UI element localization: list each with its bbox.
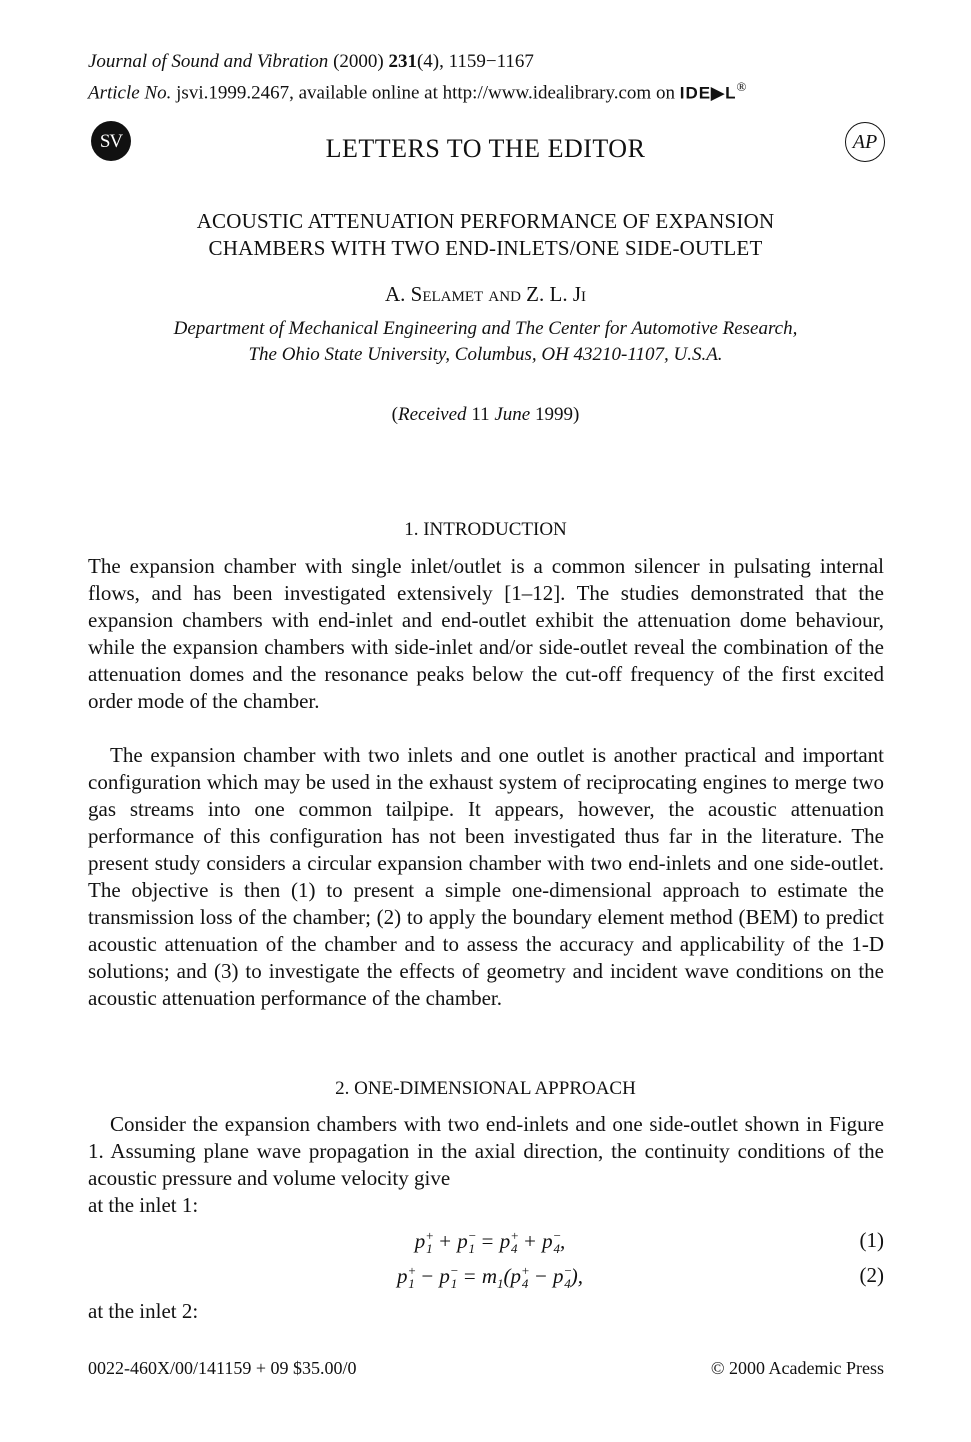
intro-paragraph-1-text: The expansion chamber with single inlet/outlet is a common silencer in pulsating internal flows, and has been investigated extensively [1–12]. The studies demonstrated that the expansion chambers with end-inlet and end-outlet exhibit the attenuation dome behaviour, while the expansion chambers with side-inlet and/or side-outlet reveal the combination of the attenuation domes and the resonance peaks below the cut-off frequency of the first excited order mode of the chamber. — [88, 554, 884, 713]
ap-logo: AP — [845, 122, 885, 162]
sv-logo: SV — [91, 121, 131, 161]
equation-2-number: (2) — [859, 1263, 884, 1287]
affiliation-line-2: The Ohio State University, Columbus, OH 43210-1107, U.S.A. — [248, 344, 723, 365]
article-text: jsvi.1999.2467, available online at http://www.idealibrary.com on — [176, 82, 675, 104]
section-2-heading: 2. ONE-DIMENSIONAL APPROACH — [335, 1078, 636, 1099]
equation-1: $p^+_1 + p^-_1 = p^+_4 + p^-_4$, — [414, 1228, 566, 1257]
intro-paragraph-2 — [88, 742, 884, 1012]
journal-year: (2000) — [333, 51, 384, 72]
intro-paragraph-2-text: The expansion chamber with two inlets and one outlet is another practical and important configuration which may be used in the exhaust system of reciprocating engines to merge two gas streams into one common tailpipe. It appears, however, the acoustic attenuation performance of this configuration has not been investigated thus far in the literature. The present study considers a circular expansion chamber with two end-inlets and one side-outlet. The objective is then (1) to present a simple one-dimensional approach to estimate the transmission loss of the chamber; (2) to apply the boundary element method (BEM) to predict acoustic attenuation of the chamber and to assess the accuracy and applicability of the 1-D solutions; and (3) to investigate the effects of geometry and incident wave conditions on the acoustic attenuation performance of the chamber. — [88, 743, 884, 1010]
journal-header — [88, 49, 746, 105]
received-day: 11 — [466, 404, 495, 425]
journal-name: Journal of Sound and Vibration — [88, 51, 329, 72]
received-year: 1999) — [530, 404, 580, 425]
ideal-logo: IDE▶L — [679, 83, 737, 103]
approach-paragraph-text: Consider the expansion chambers with two end-inlets and one side-outlet shown in Figure 1. Assuming plane wave propagation in the axial direction, the continuity conditions of the acoustic pressure and volume velocity give — [88, 1112, 884, 1190]
approach-paragraph — [88, 1111, 884, 1192]
received-month: June — [494, 404, 531, 425]
title-line-1: ACOUSTIC ATTENUATION PERFORMANCE OF EXPANSION — [196, 209, 775, 233]
affiliation — [0, 316, 971, 368]
equation-1-number: (1) — [859, 1228, 884, 1252]
inlet-1-label: at the inlet 1: — [88, 1193, 199, 1217]
inlet-2-label: at the inlet 2: — [88, 1299, 199, 1323]
authors: A. Selamet and Z. L. Ji — [385, 282, 586, 306]
received-date — [0, 404, 971, 426]
section-banner: LETTERS TO THE EDITOR — [325, 134, 646, 163]
journal-volume: 231 — [388, 51, 417, 72]
paper-title — [0, 208, 971, 262]
registered-mark: ® — [736, 79, 747, 94]
affiliation-line-1: Department of Mechanical Engineering and The Center for Automotive Research, — [173, 318, 798, 339]
footer-code: 0022-460X/00/141159 + 09 $35.00/0 — [88, 1358, 357, 1378]
journal-issue-pages: (4), 1159−1167 — [416, 51, 534, 72]
intro-paragraph-1 — [88, 553, 884, 715]
received-open: ( — [391, 404, 398, 425]
section-1-heading: 1. INTRODUCTION — [404, 519, 567, 540]
article-label: Article No. — [88, 82, 172, 104]
received-label: Received — [398, 404, 467, 425]
footer-copyright: © 2000 Academic Press — [710, 1358, 884, 1378]
equation-2: $p^+_1 - p^-_1 = m_1(p^+_4 - p^-_4)$, — [396, 1263, 584, 1292]
title-line-2: CHAMBERS WITH TWO END-INLETS/ONE SIDE-OUTLET — [208, 236, 763, 260]
